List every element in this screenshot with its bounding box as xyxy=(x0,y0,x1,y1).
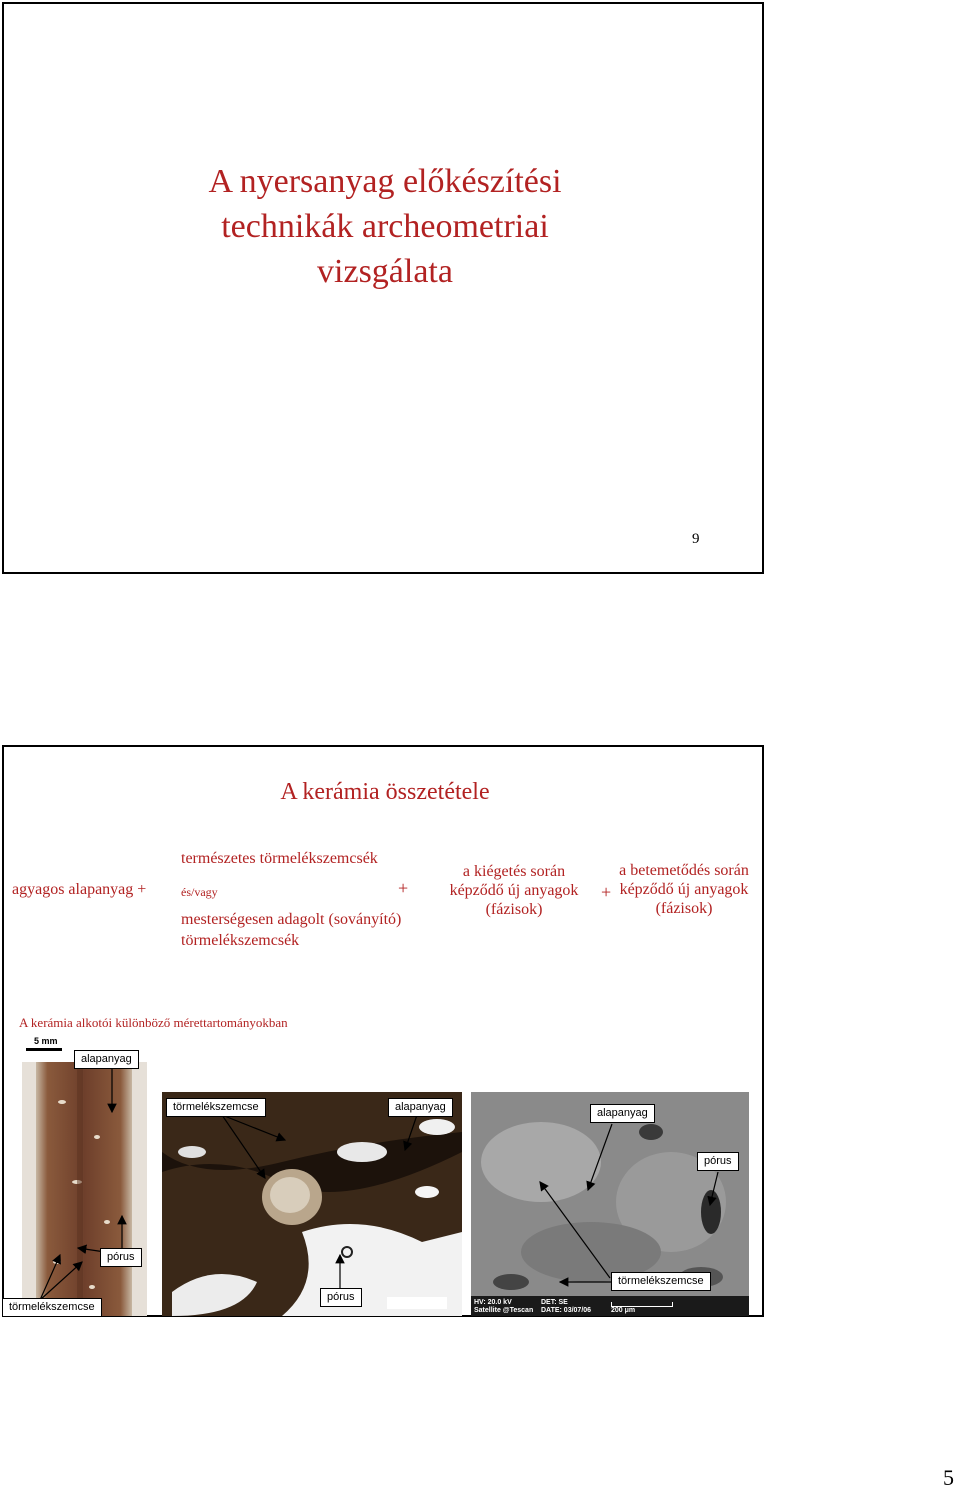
title-line-3: vizsgálata xyxy=(317,253,453,290)
component-natural-grains: természetes törmelékszemcsék xyxy=(181,850,378,867)
sem-scale-label: 200 μm xyxy=(611,1307,636,1314)
burial-line-1: a betemetődés során xyxy=(619,862,749,879)
component-base-material: agyagos alapanyag + xyxy=(12,881,147,898)
label-alapanyag-2: alapanyag xyxy=(388,1098,453,1117)
component-temper-line1: mesterségesen adagolt (soványító) xyxy=(181,911,402,928)
page-number: 5 xyxy=(943,1465,954,1490)
sem-satellite: Satellite @Tescan xyxy=(474,1307,534,1314)
label-porus-3: pórus xyxy=(697,1152,739,1171)
component-andor: és/vagy xyxy=(181,885,218,899)
firing-line-1: a kiégetés során xyxy=(462,863,566,880)
plus-sign-2: + xyxy=(398,878,409,898)
component-temper-line2: törmelékszemcsék xyxy=(181,932,300,949)
label-porus-1: pórus xyxy=(100,1248,142,1267)
scale-bar-label: 5 mm xyxy=(34,1036,58,1046)
title-line-2: technikák archeometriai xyxy=(221,208,549,245)
plus-sign-4: + xyxy=(601,882,612,902)
title-line-1: A nyersanyag előkészítési xyxy=(208,163,562,200)
label-alapanyag-3: alapanyag xyxy=(590,1104,655,1123)
slide-number: 9 xyxy=(692,531,700,547)
sem-date: DATE: 03/07/06 xyxy=(541,1307,592,1314)
firing-line-3: (fázisok) xyxy=(485,901,543,918)
label-alapanyag-1: alapanyag xyxy=(74,1050,139,1069)
label-tormelekszemcse-3: törmelékszemcse xyxy=(611,1272,711,1291)
figure-caption: A kerámia alkotói különböző mérettartományokban xyxy=(19,1015,288,1030)
label-porus-2: pórus xyxy=(320,1288,362,1307)
label-tormelekszemcse-1: törmelékszemcse xyxy=(2,1298,102,1317)
sem-hv: HV: 20.0 kV xyxy=(474,1299,512,1306)
slide-title: A kerámia összetétele xyxy=(280,779,490,805)
label-tormelekszemcse-2: törmelékszemcse xyxy=(166,1098,266,1117)
sem-det: DET: SE xyxy=(541,1299,568,1306)
burial-line-2: képződő új anyagok xyxy=(619,881,749,898)
firing-line-2: képződő új anyagok xyxy=(449,882,579,899)
burial-line-3: (fázisok) xyxy=(655,900,713,917)
